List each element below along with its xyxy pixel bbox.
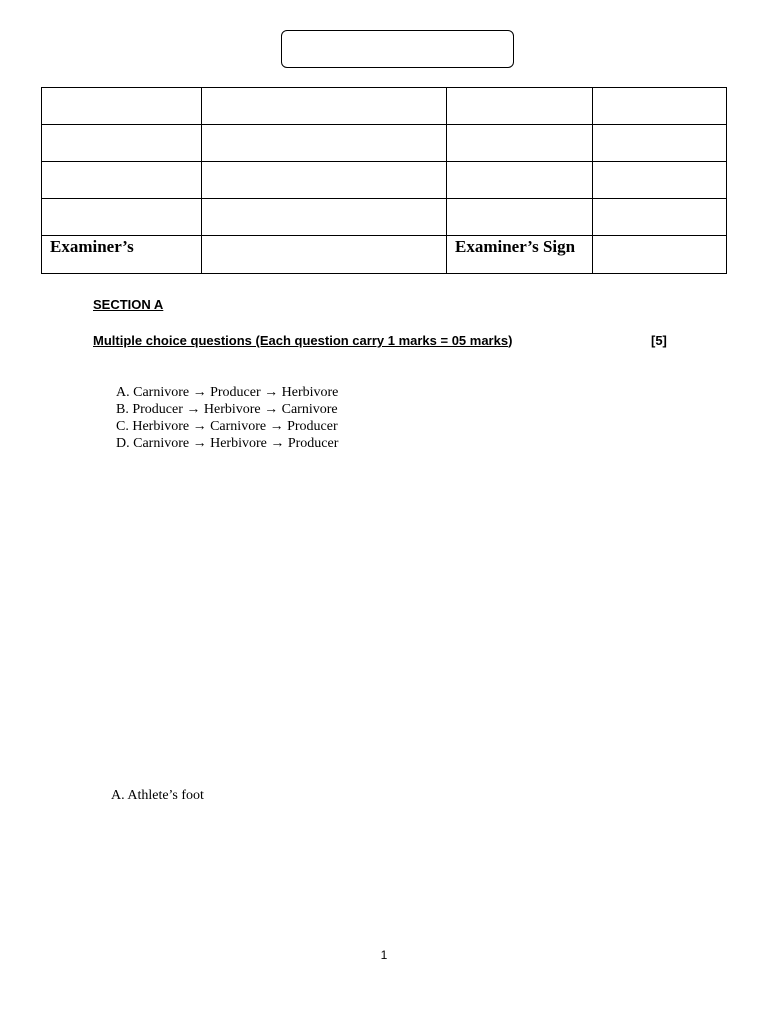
examiner-sign-field bbox=[593, 236, 727, 274]
table-cell bbox=[202, 88, 447, 125]
section-title: SECTION A bbox=[93, 297, 164, 312]
table-cell bbox=[42, 88, 202, 125]
table-row bbox=[42, 236, 727, 274]
table-row bbox=[42, 88, 727, 125]
table-row bbox=[42, 125, 727, 162]
page-number: 1 bbox=[380, 948, 388, 962]
title-box bbox=[281, 30, 514, 68]
mcq-heading bbox=[93, 333, 512, 348]
marks-label: [5] bbox=[651, 333, 667, 348]
examiner-sign-label: Examiner’s Sign bbox=[447, 236, 593, 274]
table-cell bbox=[447, 88, 593, 125]
mcq-heading-close: ) bbox=[508, 333, 513, 348]
option-b: B. Producer → Herbivore → Carnivore bbox=[116, 402, 338, 417]
option-d: D. Carnivore → Herbivore → Producer bbox=[116, 436, 339, 451]
table-cell bbox=[593, 162, 727, 199]
table-cell bbox=[593, 199, 727, 236]
table-cell bbox=[447, 125, 593, 162]
table-cell bbox=[202, 125, 447, 162]
table-row bbox=[42, 199, 727, 236]
option-a: A. Carnivore → Producer → Herbivore bbox=[116, 385, 339, 400]
question-2-option-a: A. Athlete’s foot bbox=[111, 788, 204, 803]
table-cell bbox=[447, 199, 593, 236]
table-cell bbox=[593, 125, 727, 162]
examiner-name-field bbox=[202, 236, 447, 274]
question-1-options bbox=[116, 384, 338, 452]
mcq-heading-text: Multiple choice questions (Each question carry 1 marks = 05 marks bbox=[93, 333, 509, 348]
table-cell bbox=[42, 125, 202, 162]
table-cell bbox=[202, 199, 447, 236]
option-c: C. Herbivore → Carnivore → Producer bbox=[116, 419, 338, 434]
table-cell bbox=[202, 162, 447, 199]
examiner-info-table bbox=[41, 87, 727, 274]
table-cell bbox=[593, 88, 727, 125]
table-row bbox=[42, 162, 727, 199]
table-cell bbox=[447, 162, 593, 199]
table-cell bbox=[42, 162, 202, 199]
table-cell bbox=[42, 199, 202, 236]
examiner-label: Examiner’s bbox=[42, 236, 202, 274]
